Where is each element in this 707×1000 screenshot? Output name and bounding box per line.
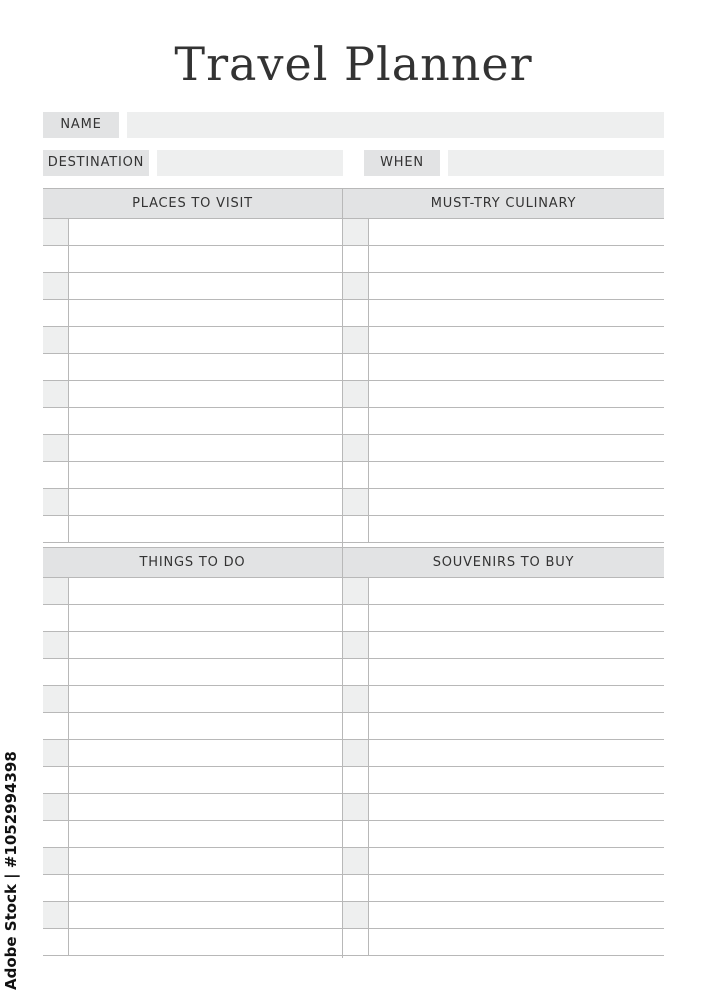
writing-line[interactable] [70, 462, 342, 488]
writing-line[interactable] [370, 246, 664, 272]
writing-line[interactable] [370, 875, 664, 901]
checkbox[interactable] [343, 327, 369, 353]
checkbox[interactable] [343, 273, 369, 299]
writing-line[interactable] [70, 246, 342, 272]
checkbox[interactable] [43, 902, 69, 928]
checkbox[interactable] [343, 875, 369, 901]
page-title: Travel Planner [174, 37, 533, 91]
checkbox[interactable] [343, 435, 369, 461]
checkbox[interactable] [343, 794, 369, 820]
writing-line[interactable] [70, 300, 342, 326]
when-label: WHEN [364, 150, 440, 176]
checklist-row [43, 408, 342, 435]
writing-line[interactable] [370, 659, 664, 685]
souvenirs-to-buy-section [343, 547, 664, 956]
checklist-row [343, 462, 664, 489]
checkbox[interactable] [43, 327, 69, 353]
checklist-row [43, 875, 342, 902]
writing-line[interactable] [370, 632, 664, 658]
checklist-row [43, 381, 342, 408]
checkbox[interactable] [343, 300, 369, 326]
checkbox[interactable] [43, 605, 69, 631]
checkbox[interactable] [343, 489, 369, 515]
checkbox[interactable] [343, 659, 369, 685]
checkbox[interactable] [343, 246, 369, 272]
things-to-do-heading: THINGS TO DO [43, 547, 342, 578]
writing-line[interactable] [370, 902, 664, 928]
checkbox[interactable] [343, 354, 369, 380]
checkbox[interactable] [343, 408, 369, 434]
checkbox[interactable] [43, 767, 69, 793]
must-try-culinary-heading: MUST-TRY CULINARY [343, 188, 664, 219]
writing-line[interactable] [370, 516, 664, 542]
checkbox[interactable] [43, 740, 69, 766]
checklist-row [43, 659, 342, 686]
checklist-row [343, 632, 664, 659]
checkbox[interactable] [43, 794, 69, 820]
checklist-row [343, 686, 664, 713]
writing-line[interactable] [70, 929, 342, 955]
stock-id-text: Adobe Stock | #1052994398 [2, 751, 20, 990]
checkbox[interactable] [343, 516, 369, 542]
checklist-row [343, 929, 664, 956]
writing-line[interactable] [370, 219, 664, 245]
checkbox[interactable] [43, 516, 69, 542]
writing-line[interactable] [70, 354, 342, 380]
writing-line[interactable] [70, 632, 342, 658]
checklist-row [43, 354, 342, 381]
name-label: NAME [43, 112, 119, 138]
checklist-row [343, 794, 664, 821]
checklist-row [343, 902, 664, 929]
writing-line[interactable] [370, 327, 664, 353]
souvenirs-to-buy-heading: SOUVENIRS TO BUY [343, 547, 664, 578]
writing-line[interactable] [70, 327, 342, 353]
when-field[interactable] [448, 150, 664, 176]
checkbox[interactable] [43, 875, 69, 901]
checkbox[interactable] [43, 219, 69, 245]
checkbox[interactable] [43, 246, 69, 272]
checklist-row [43, 435, 342, 462]
checklist-row [43, 740, 342, 767]
checklist-row [43, 300, 342, 327]
checklist-row [43, 273, 342, 300]
checklist-row [43, 632, 342, 659]
checklist-row [43, 605, 342, 632]
checkbox[interactable] [343, 902, 369, 928]
checklist-row [343, 516, 664, 543]
checkbox[interactable] [343, 821, 369, 847]
writing-line[interactable] [70, 767, 342, 793]
places-to-visit-heading: PLACES TO VISIT [43, 188, 342, 219]
checklist-row [343, 848, 664, 875]
checkbox[interactable] [343, 686, 369, 712]
checkbox[interactable] [43, 300, 69, 326]
checklist-row [43, 794, 342, 821]
writing-line[interactable] [70, 516, 342, 542]
checklist-row [343, 381, 664, 408]
writing-line[interactable] [70, 408, 342, 434]
checklist-row [343, 327, 664, 354]
must-try-culinary-section [343, 188, 664, 543]
checklist-row [43, 767, 342, 794]
checkbox[interactable] [343, 381, 369, 407]
checklist-row [343, 408, 664, 435]
checklist-row [343, 821, 664, 848]
writing-line[interactable] [370, 408, 664, 434]
writing-line[interactable] [370, 605, 664, 631]
checkbox[interactable] [43, 381, 69, 407]
checklist-row [343, 740, 664, 767]
writing-line[interactable] [370, 794, 664, 820]
writing-line[interactable] [70, 605, 342, 631]
checkbox[interactable] [343, 219, 369, 245]
checkbox[interactable] [43, 713, 69, 739]
writing-line[interactable] [70, 219, 342, 245]
checklist-row [43, 246, 342, 273]
checkbox[interactable] [343, 632, 369, 658]
checklist-row [343, 435, 664, 462]
writing-line[interactable] [70, 686, 342, 712]
writing-line[interactable] [70, 659, 342, 685]
writing-line[interactable] [370, 713, 664, 739]
checklist-row [343, 767, 664, 794]
checkbox[interactable] [343, 713, 369, 739]
checkbox[interactable] [343, 462, 369, 488]
checkbox[interactable] [43, 821, 69, 847]
checklist-row [43, 713, 342, 740]
writing-line[interactable] [70, 848, 342, 874]
writing-line[interactable] [370, 354, 664, 380]
checklist-row [343, 246, 664, 273]
checkbox[interactable] [343, 740, 369, 766]
destination-label: DESTINATION [43, 150, 149, 176]
checklist-row [343, 273, 664, 300]
checklist-row [343, 605, 664, 632]
checklist-row [343, 489, 664, 516]
writing-line[interactable] [70, 713, 342, 739]
checkbox[interactable] [43, 354, 69, 380]
checkbox[interactable] [43, 659, 69, 685]
writing-line[interactable] [370, 578, 664, 604]
writing-line[interactable] [370, 929, 664, 955]
destination-field[interactable] [157, 150, 343, 176]
checkbox[interactable] [43, 929, 69, 955]
checklist-row [43, 489, 342, 516]
checklist-row [43, 462, 342, 489]
writing-line[interactable] [370, 381, 664, 407]
checklist-row [43, 848, 342, 875]
checklist-row [343, 659, 664, 686]
writing-line[interactable] [370, 821, 664, 847]
writing-line[interactable] [70, 875, 342, 901]
writing-line[interactable] [70, 435, 342, 461]
writing-line[interactable] [370, 462, 664, 488]
writing-line[interactable] [370, 435, 664, 461]
checkbox[interactable] [43, 686, 69, 712]
checkbox[interactable] [343, 605, 369, 631]
writing-line[interactable] [70, 902, 342, 928]
checkbox[interactable] [43, 462, 69, 488]
checkbox[interactable] [43, 489, 69, 515]
things-to-do-section [43, 547, 342, 956]
checklist-row [343, 578, 664, 605]
checklist-row [343, 219, 664, 246]
name-field[interactable] [127, 112, 664, 138]
checkbox[interactable] [43, 632, 69, 658]
checkbox[interactable] [343, 929, 369, 955]
checklist-row [343, 354, 664, 381]
writing-line[interactable] [70, 821, 342, 847]
writing-line[interactable] [370, 273, 664, 299]
checklist-row [43, 821, 342, 848]
places-to-visit-section [43, 188, 342, 543]
checkbox[interactable] [343, 578, 369, 604]
writing-line[interactable] [370, 686, 664, 712]
checkbox[interactable] [343, 848, 369, 874]
writing-line[interactable] [70, 381, 342, 407]
checkbox[interactable] [43, 273, 69, 299]
checkbox[interactable] [43, 408, 69, 434]
column-divider [342, 188, 343, 958]
checklist-row [43, 219, 342, 246]
writing-line[interactable] [370, 848, 664, 874]
checklist-row [343, 875, 664, 902]
checklist-row [43, 686, 342, 713]
writing-line[interactable] [370, 300, 664, 326]
writing-line[interactable] [370, 489, 664, 515]
checklist-row [343, 300, 664, 327]
checklist-row [43, 578, 342, 605]
writing-line[interactable] [70, 273, 342, 299]
checklist-row [43, 516, 342, 543]
writing-line[interactable] [70, 578, 342, 604]
writing-line[interactable] [370, 740, 664, 766]
writing-line[interactable] [370, 767, 664, 793]
writing-line[interactable] [70, 794, 342, 820]
checklist-row [343, 713, 664, 740]
checklist-row [43, 902, 342, 929]
checkbox[interactable] [343, 767, 369, 793]
checklist-row [43, 929, 342, 956]
checklist-row [43, 327, 342, 354]
checkbox[interactable] [43, 848, 69, 874]
checkbox[interactable] [43, 578, 69, 604]
writing-line[interactable] [70, 489, 342, 515]
checkbox[interactable] [43, 435, 69, 461]
writing-line[interactable] [70, 740, 342, 766]
